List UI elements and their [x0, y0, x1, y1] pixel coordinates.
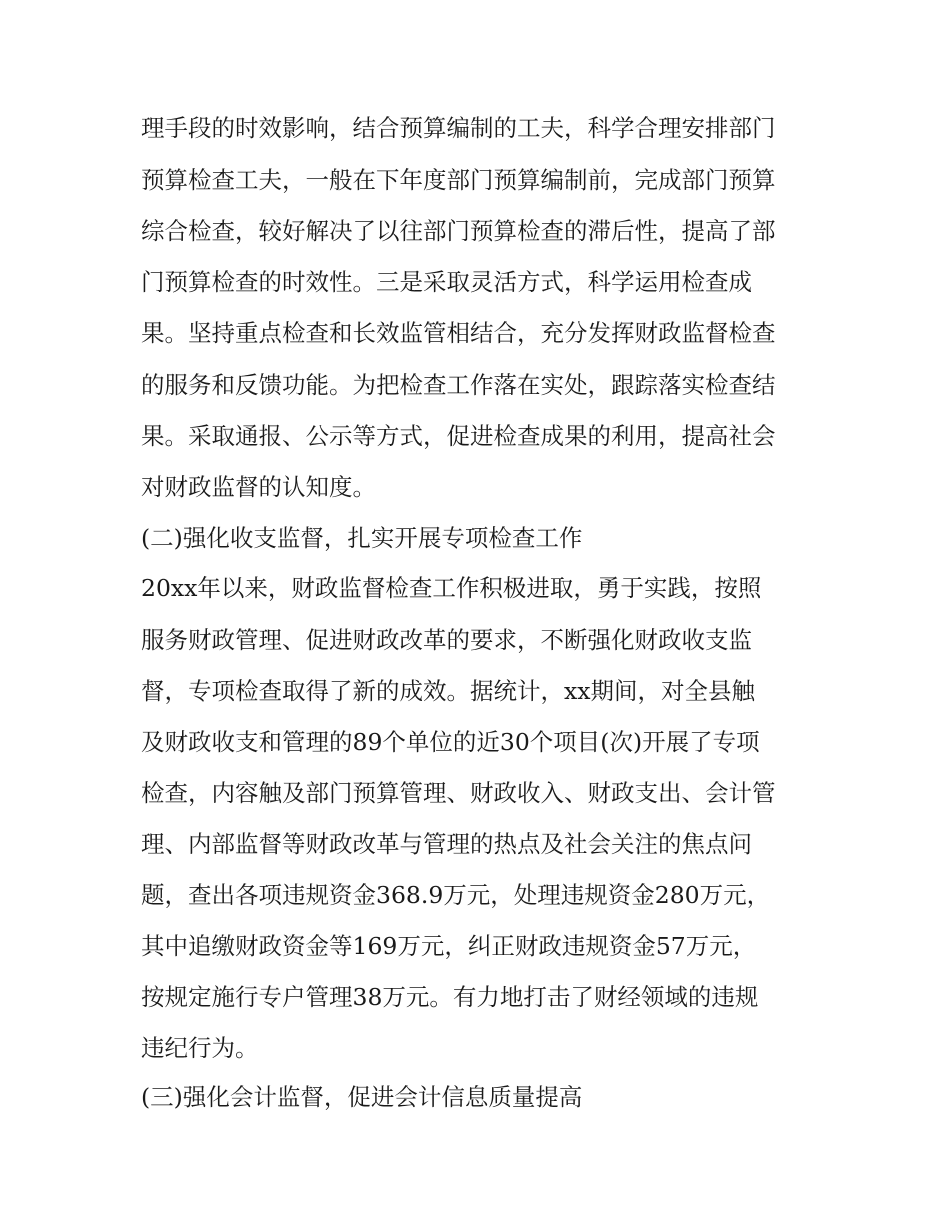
text-line: 按规定施行专户管理38万元。有力地打击了财经领域的违规 [141, 983, 759, 1011]
text-line: 20xx年以来，财政监督检查工作积极进取，勇于实践，按照 [141, 574, 762, 602]
text-line: 违纪行为。 [141, 1034, 259, 1062]
text-line: 的服务和反馈功能。为把检查工作落在实处，跟踪落实检查结 [141, 371, 776, 399]
text-line: 检查，内容触及部门预算管理、财政收入、财政支出、会计管 [141, 779, 776, 807]
text-line: 理、内部监督等财政改革与管理的热点及社会关注的焦点问 [141, 830, 752, 858]
text-line: 督，专项检查取得了新的成效。据统计，xx期间，对全县触 [141, 677, 756, 705]
text-line: 综合检查，较好解决了以往部门预算检查的滞后性，提高了部 [141, 217, 776, 245]
text-line: 果。采取通报、公示等方式，促进检查成果的利用，提高社会 [141, 422, 776, 450]
text-line: 预算检查工夫，一般在下年度部门预算编制前，完成部门预算 [141, 166, 776, 194]
text-line: 理手段的时效影响，结合预算编制的工夫，科学合理安排部门 [141, 114, 776, 142]
text-line: 对财政监督的认知度。 [141, 473, 376, 501]
section-heading: (二)强化收支监督，扎实开展专项检查工作 [141, 524, 583, 552]
text-line: 题，查出各项违规资金368.9万元，处理违规资金280万元， [141, 881, 771, 909]
text-line: 门预算检查的时效性。三是采取灵活方式，科学运用检查成 [141, 268, 752, 296]
section-heading: (三)强化会计监督，促进会计信息质量提高 [141, 1083, 583, 1111]
text-line: 其中追缴财政资金等169万元，纠正财政违规资金57万元， [141, 932, 757, 960]
text-line: 及财政收支和管理的89个单位的近30个项目(次)开展了专项 [141, 728, 760, 756]
text-line: 果。坚持重点检查和长效监管相结合，充分发挥财政监督检查 [141, 319, 776, 347]
text-line: 服务财政管理、促进财政改革的要求，不断强化财政收支监 [141, 626, 752, 654]
